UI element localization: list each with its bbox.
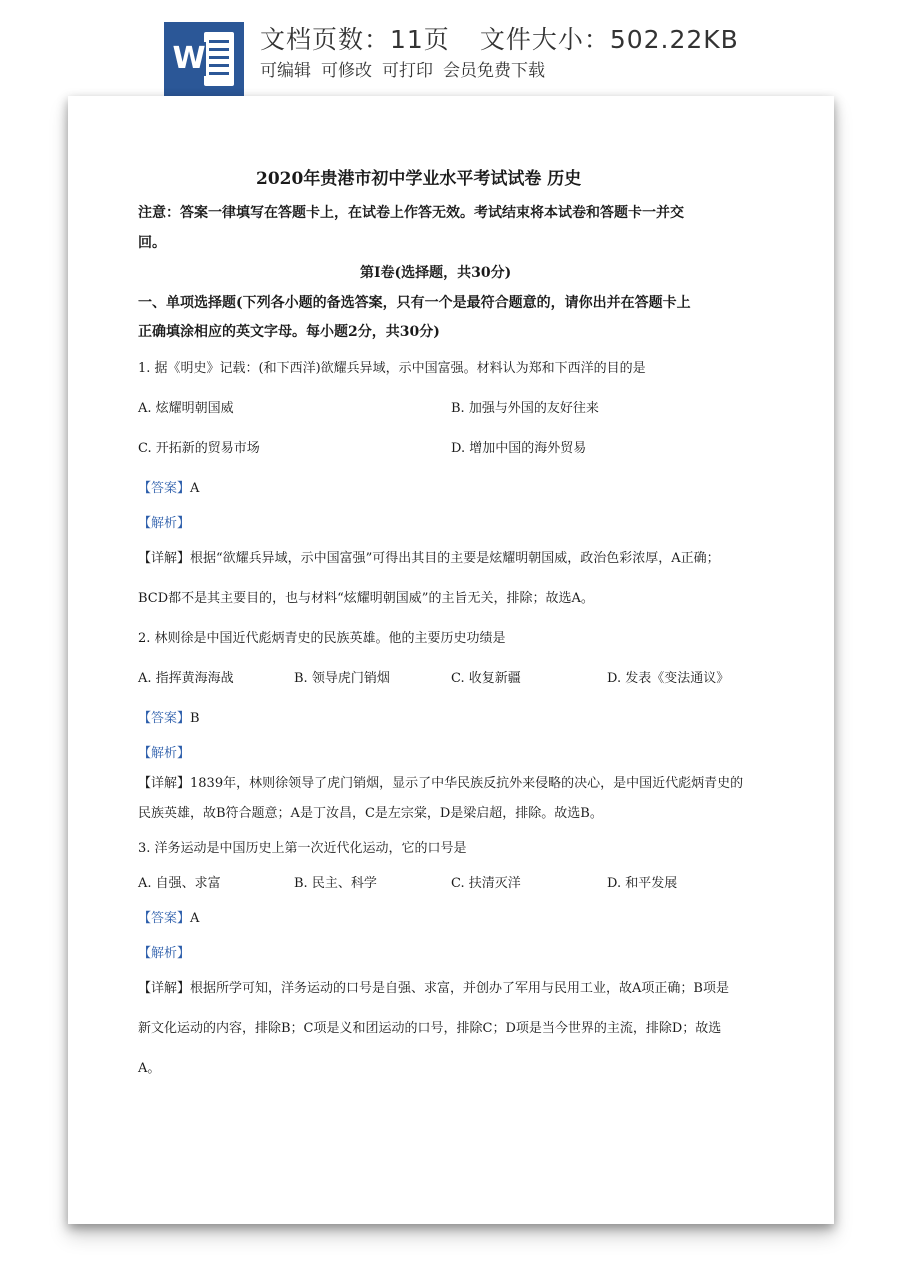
answer-tag: 【答案】: [138, 911, 191, 926]
question-1-analysis-tag: 【解析】: [138, 516, 191, 531]
page-count: 文档页数：11页: [260, 25, 450, 54]
question-1-stem: 1. 据《明史》记载：(和下西洋)欲耀兵异域，示中国富强。材料认为郑和下西洋的目的是: [138, 361, 646, 376]
feature-printable: 可打印: [382, 61, 433, 81]
question-2-answer: [138, 707, 200, 726]
question-3-analysis-tag: 【解析】: [138, 946, 191, 961]
question-1-detail-2: BCD都不是其主要目的，也与材料“炫耀明朝国威”的主旨无关，排除；故选A。: [138, 591, 594, 606]
answer-tag: 【答案】: [138, 481, 191, 496]
feature-modifiable: 可修改: [321, 61, 372, 81]
feature-editable: 可编辑: [260, 61, 311, 81]
exam-title: 2020年贵港市初中学业水平考试试卷 历史: [256, 169, 582, 189]
question-3-answer: [138, 907, 199, 926]
question-1-option-b: B. 加强与外国的友好往来: [451, 401, 599, 416]
question-3-detail-3: A。: [138, 1061, 161, 1076]
document-page: [68, 96, 834, 1224]
word-logo-letter: W: [172, 41, 206, 76]
question-1-detail-1: 【详解】根据“欲耀兵异域，示中国富强”可得出其目的主要是炫耀明朝国威，政治色彩浓厚，A正确；: [138, 551, 720, 566]
question-2-stem: 2. 林则徐是中国近代彪炳青史的民族英雄。他的主要历史功绩是: [138, 631, 506, 646]
notice-line-2: 回。: [138, 235, 166, 251]
question-3-stem: 3. 洋务运动是中国历史上第一次近代化运动，它的口号是: [138, 841, 467, 856]
question-3-detail-2: 新文化运动的内容，排除B；C项是义和团运动的口号，排除C；D项是当今世界的主流，排除D；故选: [138, 1021, 722, 1036]
question-2-option-d: D. 发表《变法通议》: [607, 671, 730, 686]
question-2-analysis-tag: 【解析】: [138, 746, 191, 761]
answer-value: A: [190, 481, 200, 496]
answer-value: B: [190, 711, 200, 726]
question-2-detail-1: 【详解】1839年，林则徐领导了虎门销烟，显示了中华民族反抗外来侵略的决心，是中国近代彪炳青史的: [138, 776, 744, 791]
question-2-option-b: B. 领导虎门销烟: [294, 671, 390, 686]
question-3-detail-1: 【详解】根据所学可知，洋务运动的口号是自强、求富，并创办了军用与民用工业，故A项正确；B项是: [138, 981, 729, 996]
feature-member-download: 会员免费下载: [443, 61, 545, 81]
question-3-option-a: A. 自强、求富: [138, 876, 221, 891]
question-1-option-a: A. 炫耀明朝国威: [138, 401, 234, 416]
question-1-answer: [138, 477, 199, 496]
file-info-title: [260, 20, 739, 56]
answer-tag: 【答案】: [138, 711, 191, 726]
instruction-line-1: 一、单项选择题(下列各小题的备选答案，只有一个是最符合题意的，请你出并在答题卡上: [138, 295, 691, 311]
answer-value: A: [190, 911, 200, 926]
notice-line-1: 注意：答案一律填写在答题卡上，在试卷上作答无效。考试结束将本试卷和答题卡一并交: [138, 205, 684, 221]
question-3-option-b: B. 民主、科学: [294, 876, 377, 891]
section-title: 第Ⅰ卷(选择题，共30分): [360, 265, 512, 281]
word-document-icon: [164, 22, 244, 96]
instruction-line-2: 正确填涂相应的英文字母。每小题2分，共30分): [138, 324, 440, 340]
question-1-option-c: C. 开拓新的贸易市场: [138, 441, 260, 456]
feature-list: [260, 56, 555, 81]
question-1-option-d: D. 增加中国的海外贸易: [451, 441, 587, 456]
question-2-detail-2: 民族英雄，故B符合题意；A是丁汝昌，C是左宗棠，D是梁启超，排除。故选B。: [138, 806, 603, 821]
file-size: 文件大小：502.22KB: [479, 25, 739, 54]
question-3-option-c: C. 扶清灭洋: [451, 876, 521, 891]
download-banner: [0, 0, 900, 96]
question-2-option-a: A. 指挥黄海海战: [138, 671, 234, 686]
question-2-option-c: C. 收复新疆: [451, 671, 521, 686]
question-3-option-d: D. 和平发展: [607, 876, 678, 891]
